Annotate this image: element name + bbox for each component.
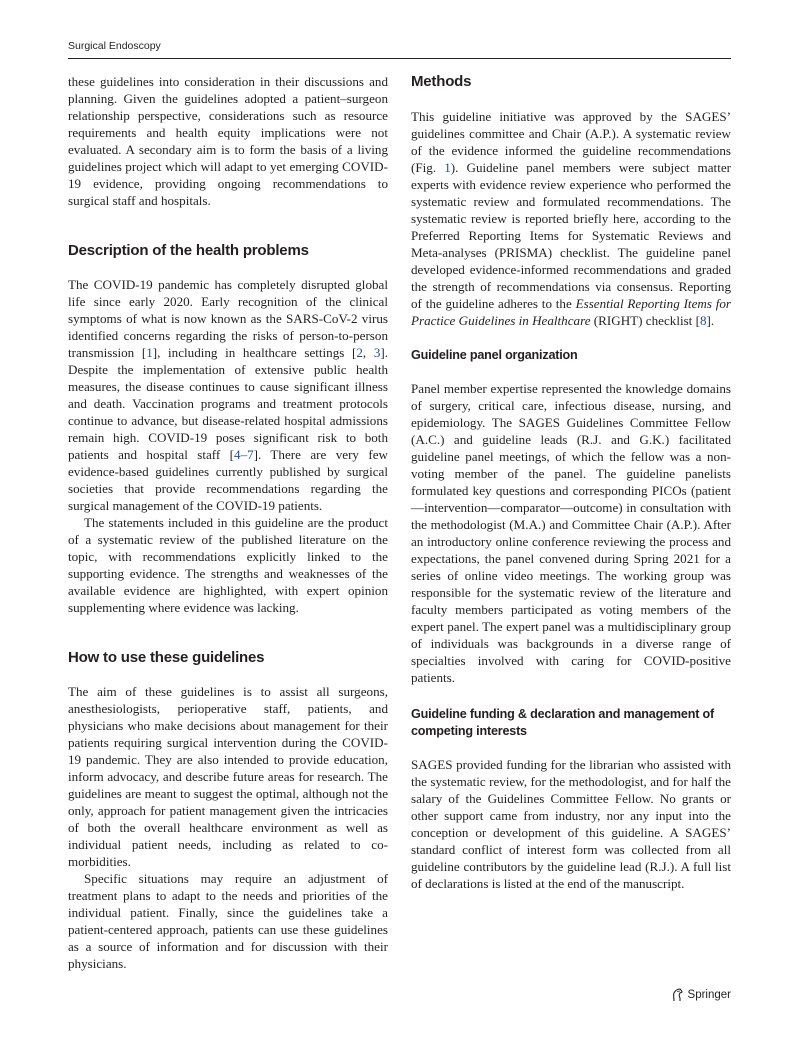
section-heading-health-problems: Description of the health problems: [68, 242, 309, 259]
springer-horse-icon: [671, 988, 684, 1002]
running-header: Surgical Endoscopy: [68, 40, 161, 52]
methods-paragraph: This guideline initiative was approved by the SAGES’ guidelines committee and Chair (A.P.). A systematic review of the evidence informed the guideline recommendations (Fig. 1). Guideline panel members were subject matter experts with evidence review experience who performed the systematic review and formulated recommendations. The systematic review is reported briefly here, according to the Preferred Reporting Items for Systematic Reviews and Meta-analyses (PRISMA) checklist. The guideline panel developed evidence-informed recommendations and graded the strength of recommendations via consensus. Reporting of the guideline adheres to the Essential Reporting Items for Practice Guidelines in Healthcare (RIGHT) checklist [8].: [411, 109, 732, 328]
right-column: [411, 73, 731, 892]
section-heading-methods: Methods: [411, 73, 472, 90]
how-to-use-paragraph-2: Specific situations may require an adjustment of treatment plans to adapt to the needs and priorities of the individual patient. Finally, since the guidelines take a patient-centered approach, patients can use these guidelines as a source of information and for discussion with their physicians.: [68, 871, 388, 971]
checklist-title: Essential Reporting Items for Practice Guidelines in Healthcare: [411, 296, 732, 328]
subsection-heading-funding: Guideline funding & declaration and management of competing interests: [411, 707, 714, 738]
left-column: [68, 73, 388, 972]
citation-link[interactable]: 3: [373, 345, 381, 360]
subsection-heading-panel-organization: Guideline panel organization: [411, 348, 578, 362]
intro-paragraph: these guidelines into consideration in their discussions and planning. Given the guidelines adopted a patient–surgeon relationship perspective, considerations such as resource requirements and health equity implications were not evaluated. A secondary aim is to form the basis of a living guidelines project which will adapt to yet emerging COVID-19 evidence, providing ongoing recommendations to surgical staff and hospitals.: [68, 74, 388, 208]
header-rule: [68, 58, 731, 59]
how-to-use-paragraph-1: The aim of these guidelines is to assist all surgeons, anesthesiologists, perioperative staff, patients, and physicians who make decisions about management for their patients requiring surgical intervention during the COVID-19 pandemic. They are also intended to provide education, inform advocacy, and describe future areas for research. The guidelines are meant to suggest the optimal, although not the only, approach for patient management given the intricacies of both the overall healthcare environment as well as individual patient needs, including as related to co-morbidities.: [68, 684, 388, 869]
publisher-logo: [671, 988, 731, 1002]
section-heading-how-to-use: How to use these guidelines: [68, 649, 265, 666]
figure-link[interactable]: 1: [444, 160, 451, 175]
health-problems-paragraph-2: The statements included in this guideline are the product of a systematic review of the published literature on the topic, with recommendations explicitly linked to the supporting evidence. The strengths and weaknesses of the available evidence are highlighted, with expert opinion supplementing where evidence was lacking.: [68, 515, 388, 615]
citation-link[interactable]: 1: [146, 345, 153, 360]
panel-organization-paragraph: Panel member expertise represented the knowledge domains of surgery, critical care, infectious disease, nursing, and epidemiology. The SAGES Guidelines Committee Fellow (A.C.) and guideline leads (R.J. and G.K.) facilitated guideline panel meetings, of which the fellow was a non-voting member of the panel. The guideline panelists formulated key questions and corresponding PICOs (patient—intervention—comparator—outcome) in consultation with the methodologist (M.A.) and Committee Chair (A.P.). After an introductory online conference reviewing the process and expectations, the panel convened during Spring 2021 for a series of online video meetings. The working group was responsible for the systematic review of the literature and faculty members participated as voting members of the expert panel. The expert panel was a multidisciplinary group of individuals was backgrounds in a diverse range of specialties involved with caring for COVID-positive patients.: [411, 381, 731, 685]
citation-link[interactable]: 2: [356, 345, 363, 360]
funding-paragraph: SAGES provided funding for the librarian who assisted with the systematic review, for the methodologist, and for half the salary of the Guidelines Committee Fellow. No grants or other support came from industry, nor any input into the conception or development of this guideline. A SAGES’ standard conflict of interest form was collected from all guideline contributors by the guideline lead (R.J.). A full list of declarations is listed at the end of the manuscript.: [411, 757, 731, 891]
citation-link[interactable]: 8: [699, 313, 707, 328]
health-problems-paragraph-1: The COVID-19 pandemic has completely disrupted global life since early 2020. Early recognition of the clinical symptoms of what is now known as the SARS-CoV-2 virus identified concerns regarding the risks of person-to-person transmission [1], including in healthcare settings [2, 3]. Despite the implementation of extensive public health measures, the disease continues to cause significant illness and death. Vaccination programs and treatment protocols continue to advance, but disease-related hospital admissions remain high. COVID-19 poses significant risk to both patients and hospital staff [4–7]. There are very few evidence-based guidelines currently published by surgical societies that provide recommendations regarding the surgical management of the COVID-19 patients.: [68, 277, 388, 513]
publisher-name: Springer: [687, 989, 731, 1001]
citation-link[interactable]: 4–7: [234, 447, 254, 462]
